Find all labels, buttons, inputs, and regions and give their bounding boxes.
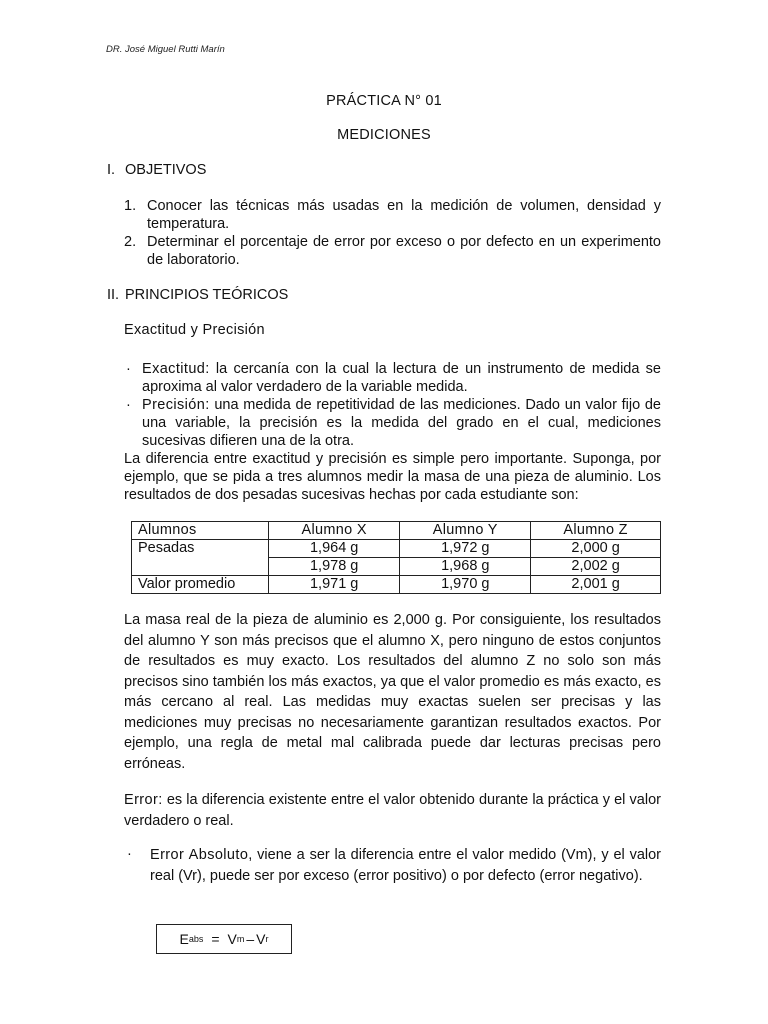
- table-cell: 2,001 g: [531, 576, 661, 594]
- table-cell: 2,002 g: [531, 558, 661, 576]
- formula-vm-sub: m: [236, 934, 245, 944]
- absolute-error-item: [124, 845, 661, 886]
- table-cell: 1,971 g: [269, 576, 400, 594]
- bullet-icon: ·: [127, 846, 132, 862]
- formula-vr-sub: r: [265, 934, 269, 944]
- table-cell: 1,968 g: [400, 558, 531, 576]
- bullet-icon: ·: [126, 361, 131, 377]
- table-cell: 1,970 g: [400, 576, 531, 594]
- section-principios-heading: [107, 287, 288, 303]
- table-row: [132, 576, 661, 594]
- formula-vr: V: [256, 931, 266, 947]
- formula-equals: =: [211, 931, 220, 947]
- absolute-error-formula: [156, 924, 292, 954]
- list-item: [124, 197, 661, 233]
- table-cell: 2,000 g: [531, 540, 661, 558]
- bullet-icon: ·: [126, 397, 131, 413]
- table-cell: 1,972 g: [400, 540, 531, 558]
- subsection-title: Exactitud y Precisión: [124, 322, 265, 338]
- section-number: I.: [107, 162, 116, 178]
- error-paragraph: [124, 790, 661, 831]
- item-number: 1.: [124, 198, 137, 214]
- term-precision: Precisión:: [142, 397, 210, 413]
- section-number: II.: [107, 287, 120, 303]
- item-number: 2.: [124, 234, 137, 250]
- formula-minus: –: [246, 931, 255, 947]
- formula-vm: V: [227, 931, 237, 947]
- discussion-paragraph: La masa real de la pieza de aluminio es 2,000 g. Por consiguiente, los resultados del alumno Y son más precisos que el alumno X, pero ninguno de estos conjuntos de resultados es muy exacto. Los resultados del alumno Z no solo son más precisos sino también los más exactos, ya que el valor promedio es más exacto, es más cercano al real. Las medidas muy exactas suelen ser precisas y las mediciones muy precisas no necesariamente garantizan resultados exactos. Por ejemplo, una regla de metal mal calibrada puede dar lecturas precisas pero erróneas.: [124, 612, 661, 772]
- table-cell: 1,978 g: [269, 558, 400, 576]
- practice-title: PRÁCTICA N° 01: [326, 93, 442, 109]
- objectives-list: [124, 197, 661, 269]
- section-title: OBJETIVOS: [125, 162, 207, 178]
- header-cell: Alumnos: [132, 522, 269, 540]
- list-item: [124, 233, 661, 269]
- header-cell: Alumno Z: [531, 522, 661, 540]
- header-cell: Alumno Y: [400, 522, 531, 540]
- item-text: Conocer las técnicas más usadas en la medición de volumen, densidad y temperatura.: [147, 198, 661, 232]
- topic-title: MEDICIONES: [337, 127, 431, 143]
- list-item: [124, 396, 661, 450]
- table-row: [132, 540, 661, 558]
- section-objetivos-heading: [107, 162, 206, 178]
- definition-text: la cercanía con la cual la lectura de un instrumento de medida se aproxima al valor verdadero de la variable medida.: [142, 361, 661, 395]
- header-cell: Alumno X: [269, 522, 400, 540]
- term-exactitud: Exactitud:: [142, 361, 210, 377]
- absolute-error-definition: , viene a ser la diferencia entre el valor medido (Vm), y el valor real (Vr), puede ser por exceso (error positivo) o por defecto (error negativo).: [150, 847, 661, 884]
- row-label: Valor promedio: [132, 576, 269, 594]
- author-header: DR. José Miguel Rutti Marín: [106, 44, 225, 55]
- section-title: PRINCIPIOS TEÓRICOS: [125, 287, 289, 303]
- item-text: Determinar el porcentaje de error por exceso o por defecto en un experimento de laboratorio.: [147, 234, 661, 268]
- measurements-table: [131, 521, 661, 594]
- definition-text: una medida de repetitividad de las mediciones. Dado un valor fijo de una variable, la precisión es la medida del grado en el cual, mediciones sucesivas difieren una de la otra.: [142, 397, 661, 449]
- table-header-row: [132, 522, 661, 540]
- error-definition: es la diferencia existente entre el valor obtenido durante la práctica y el valor verdadero o real.: [124, 792, 661, 829]
- absolute-error-text: [124, 845, 661, 886]
- row-label: Pesadas: [132, 540, 269, 576]
- intro-paragraph: La diferencia entre exactitud y precisión es simple pero importante. Suponga, por ejemplo, que se pida a tres alumnos medir la masa de una pieza de aluminio. Los resultados de dos pesadas sucesivas hechas por cada estudiante son:: [124, 451, 661, 503]
- formula-e: E: [179, 931, 189, 947]
- table-cell: 1,964 g: [269, 540, 400, 558]
- definitions-list: [124, 360, 661, 450]
- list-item: [124, 360, 661, 396]
- term-error: Error:: [124, 792, 163, 808]
- formula-e-sub: abs: [188, 934, 204, 944]
- term-error-absoluto: Error Absoluto: [150, 847, 249, 863]
